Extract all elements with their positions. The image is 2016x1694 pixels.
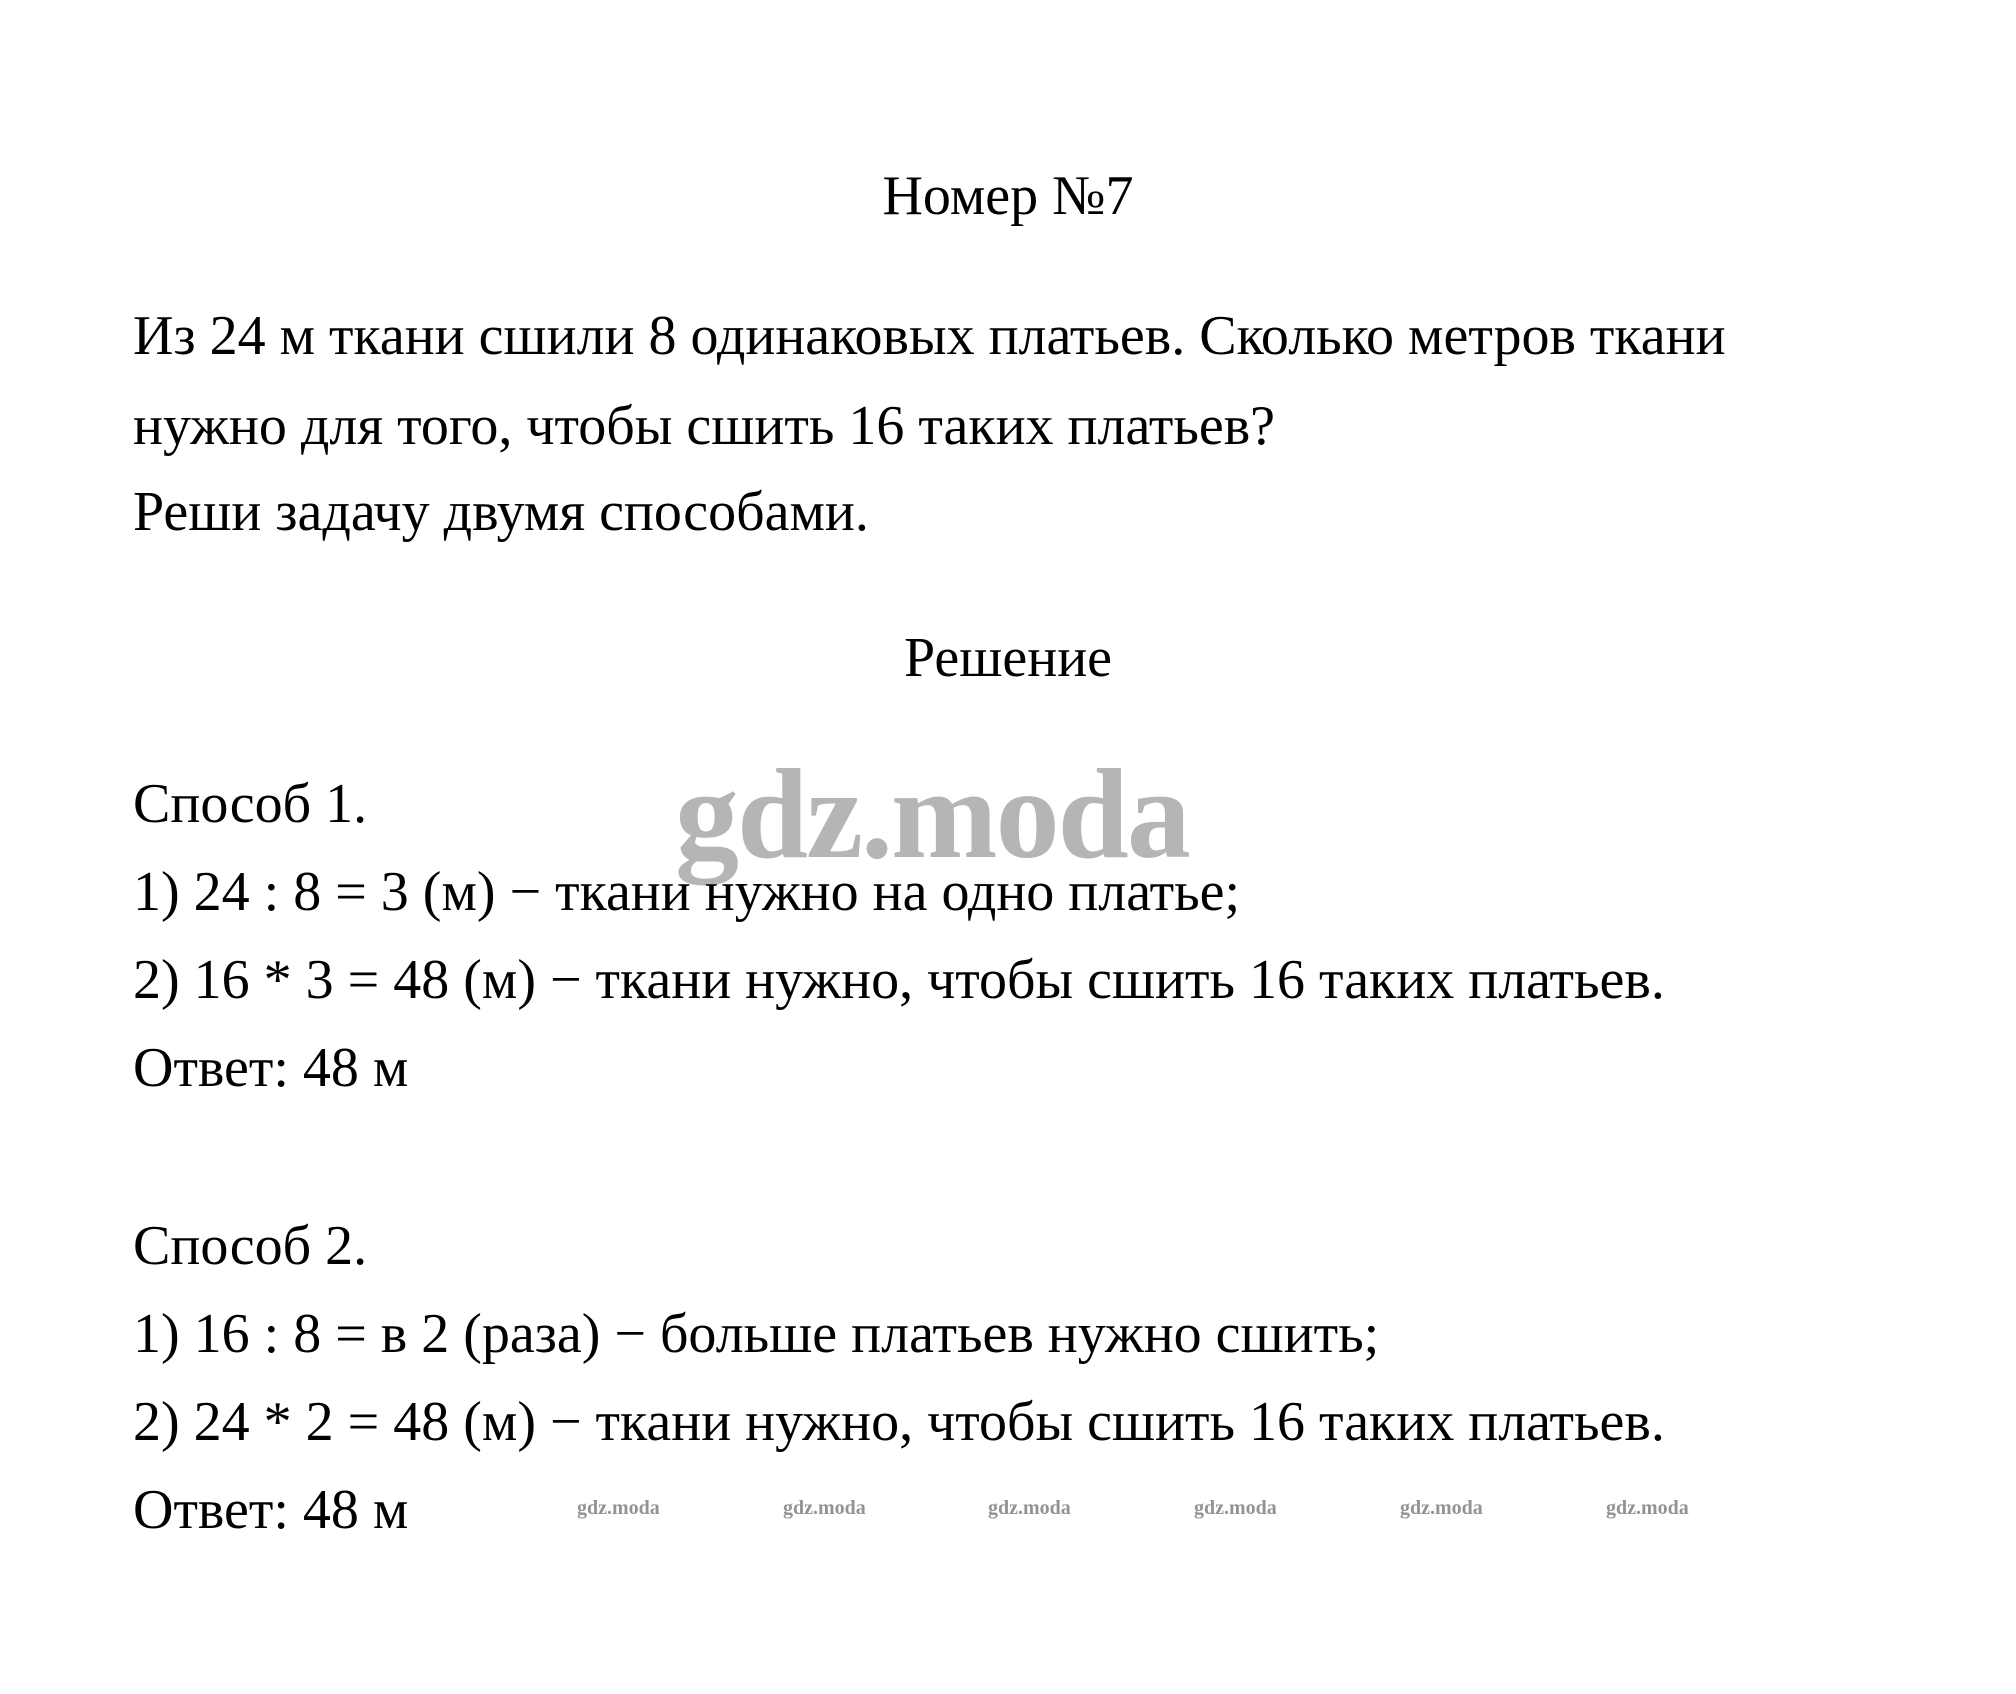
watermark-small: gdz.moda bbox=[988, 1497, 1071, 1519]
solution-heading: Решение bbox=[903, 627, 1113, 689]
watermark-small: gdz.moda bbox=[1400, 1497, 1483, 1519]
method-2-heading: Способ 2. bbox=[133, 1215, 368, 1277]
method-2-step-2: 2) 24 * 2 = 48 (м) − ткани нужно, чтобы сшить 16 таких платьев. bbox=[133, 1391, 1665, 1453]
watermark-small: gdz.moda bbox=[577, 1497, 660, 1519]
page-title: Номер №7 bbox=[882, 165, 1134, 227]
method-1-step-2: 2) 16 * 3 = 48 (м) − ткани нужно, чтобы сшить 16 таких платьев. bbox=[133, 949, 1665, 1011]
problem-line-1: Из 24 м ткани сшили 8 одинаковых платьев. Сколько метров ткани bbox=[133, 305, 1726, 367]
watermark-small: gdz.moda bbox=[783, 1497, 866, 1519]
problem-line-2: нужно для того, чтобы сшить 16 таких платьев? bbox=[133, 395, 1276, 457]
method-1-step-1: 1) 24 : 8 = 3 (м) − ткани нужно на одно платье; bbox=[133, 861, 1241, 923]
watermark-large: gdz.moda bbox=[675, 743, 1189, 885]
method-2-step-1: 1) 16 : 8 = в 2 (раза) − больше платьев нужно сшить; bbox=[133, 1303, 1380, 1365]
method-1-answer: Ответ: 48 м bbox=[133, 1037, 409, 1099]
watermark-small: gdz.moda bbox=[1606, 1497, 1689, 1519]
watermark-small: gdz.moda bbox=[1194, 1497, 1277, 1519]
problem-line-3: Реши задачу двумя способами. bbox=[133, 481, 869, 543]
method-1-heading: Способ 1. bbox=[133, 773, 368, 835]
method-2-answer: Ответ: 48 м bbox=[133, 1479, 409, 1541]
